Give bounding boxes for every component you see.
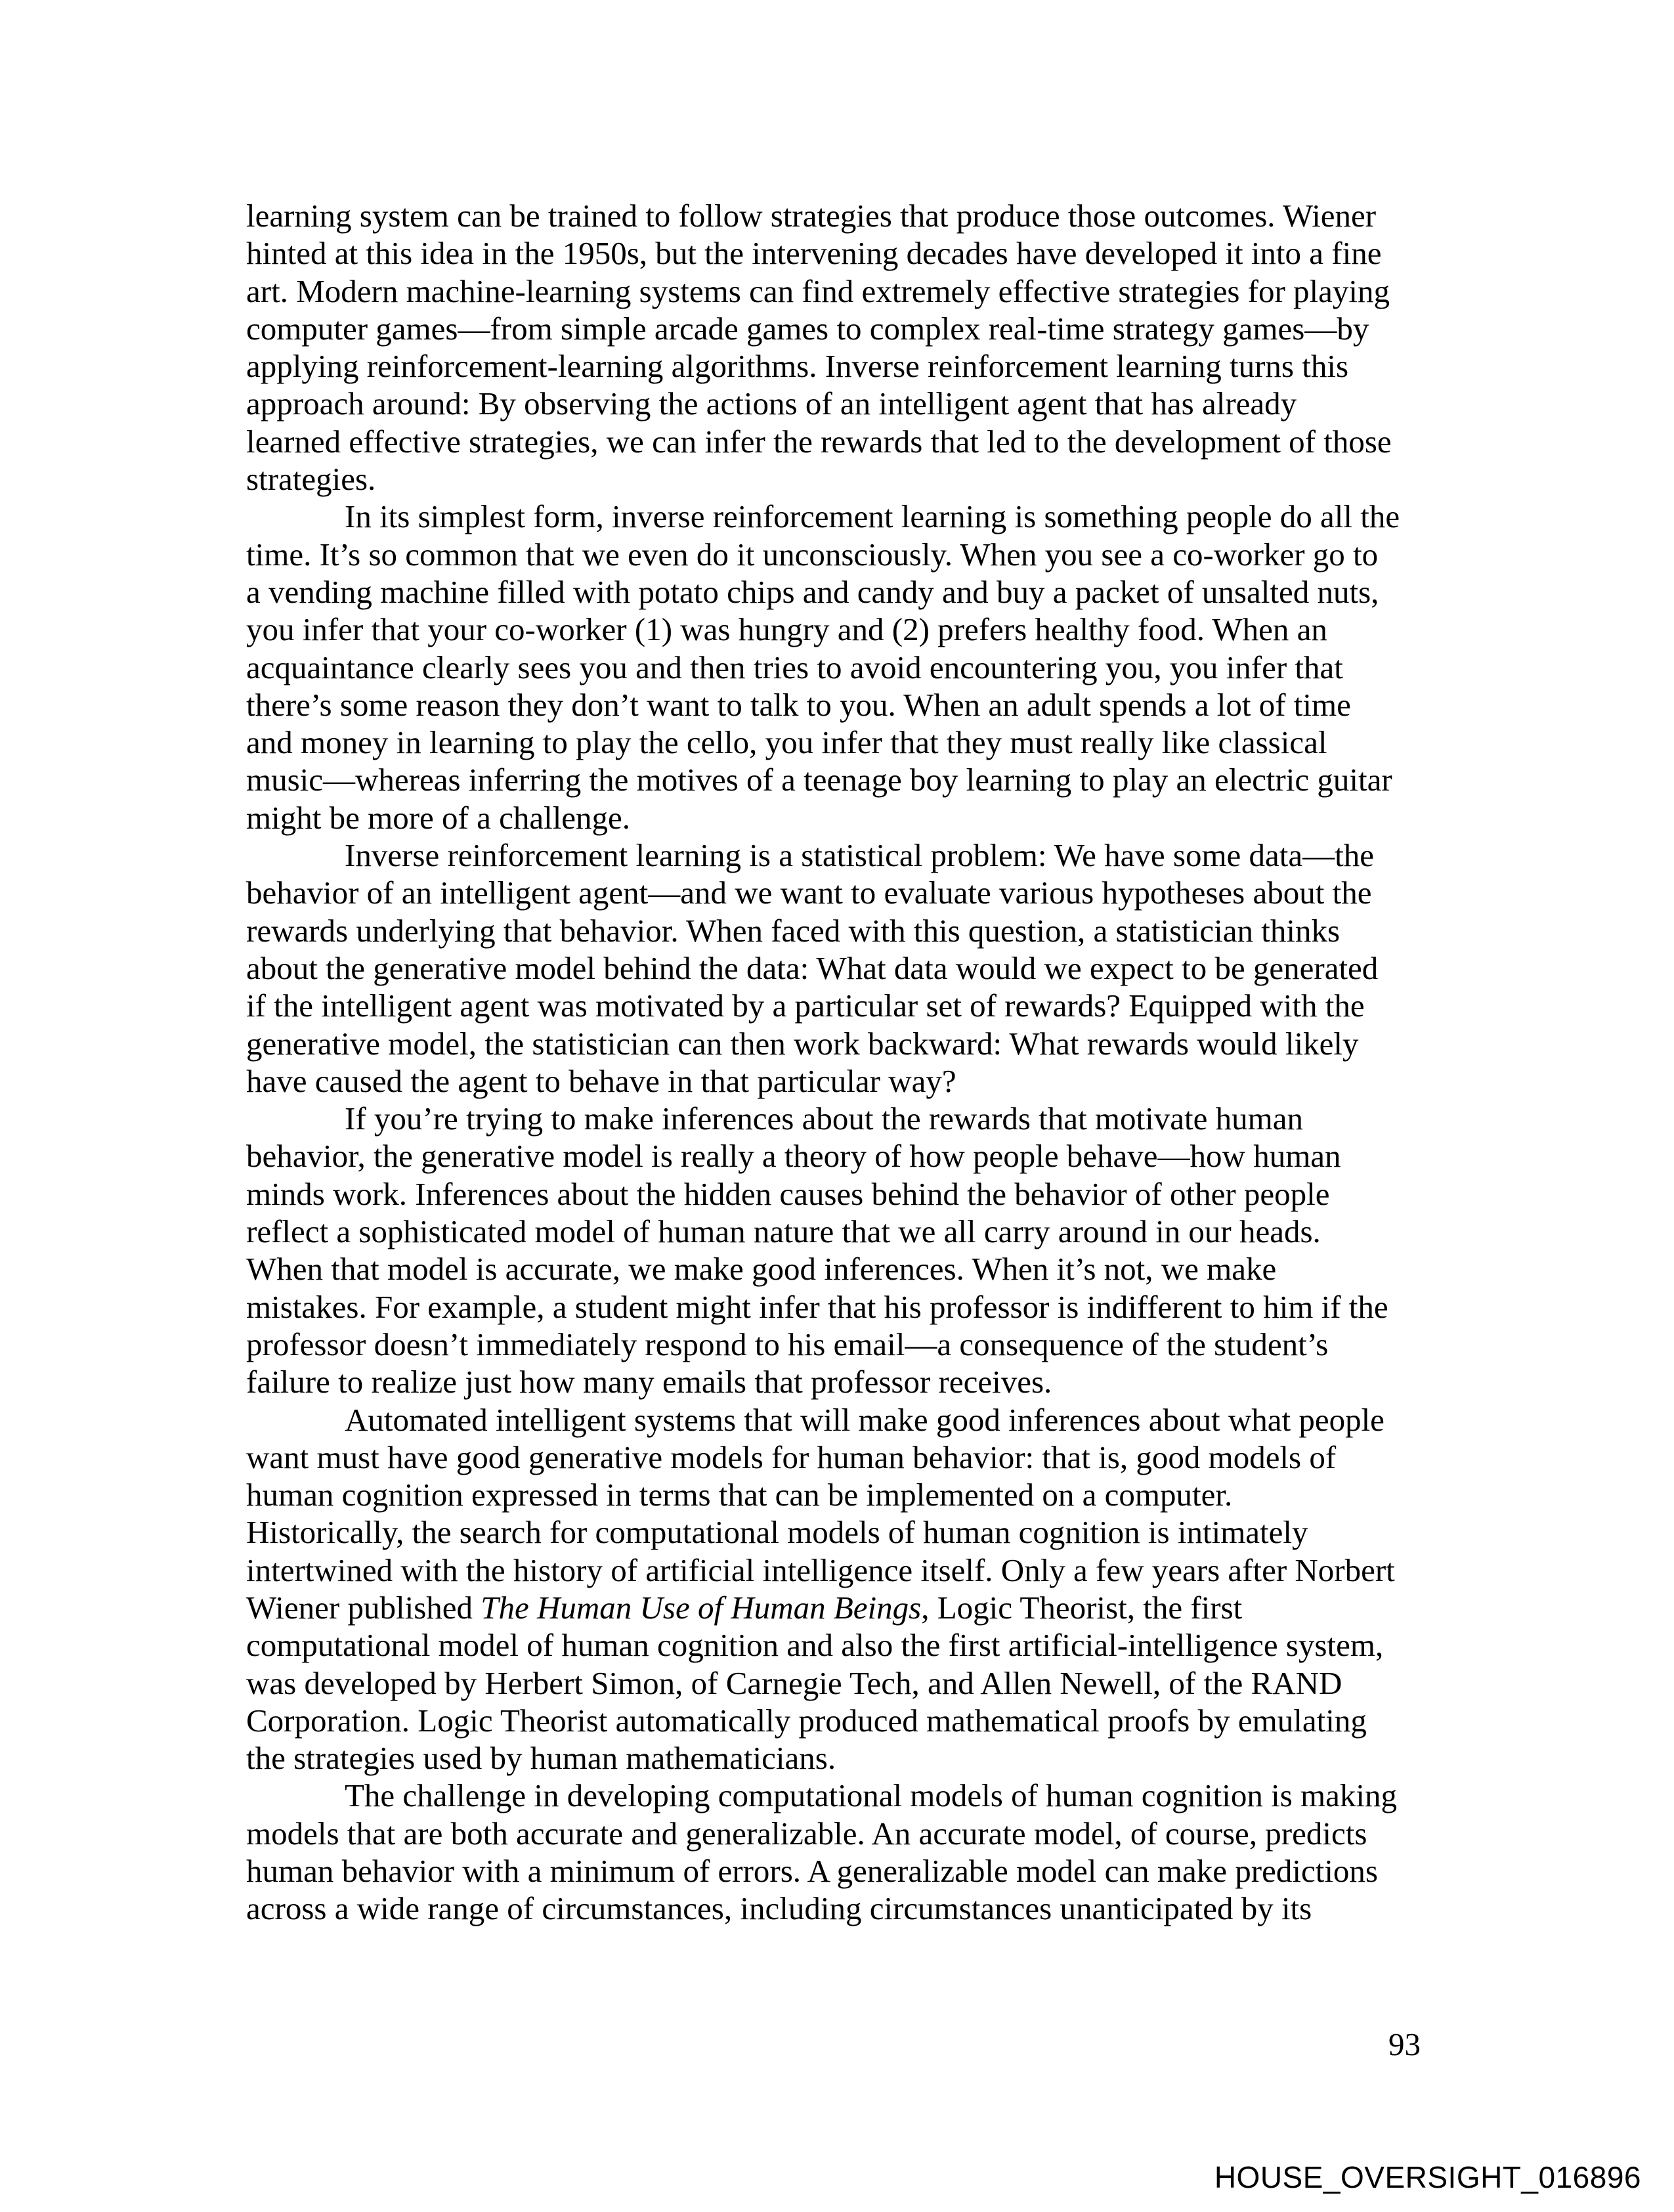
text-line: behavior of an intelligent agent—and we want to evaluate various hypotheses about the xyxy=(246,875,1372,911)
paragraph xyxy=(246,498,1428,836)
text-line: minds work. Inferences about the hidden causes behind the behavior of other people xyxy=(246,1175,1330,1212)
bates-stamp: HOUSE_OVERSIGHT_016896 xyxy=(1214,2160,1641,2194)
text-line: computational model of human cognition and also the first artificial-intelligence system, xyxy=(246,1627,1384,1664)
text-line: intertwined with the history of artificial intelligence itself. Only a few years after Norbert xyxy=(246,1551,1395,1588)
text-line: mistakes. For example, a student might infer that his professor is indifferent to him if the xyxy=(246,1288,1388,1325)
text-line: approach around: By observing the actions of an intelligent agent that has already xyxy=(246,385,1297,422)
text-line: learning system can be trained to follow strategies that produce those outcomes. Wiener xyxy=(246,198,1377,234)
text-line: music—whereas inferring the motives of a teenage boy learning to play an electric guitar xyxy=(246,762,1392,798)
text-line: reflect a sophisticated model of human nature that we all carry around in our heads. xyxy=(246,1213,1321,1250)
text-line: applying reinforcement-learning algorithms. Inverse reinforcement learning turns this xyxy=(246,348,1349,385)
text-line: about the generative model behind the data: What data would we expect to be generated xyxy=(246,949,1379,986)
text-line: models that are both accurate and generalizable. An accurate model, of course, predicts xyxy=(246,1815,1367,1852)
page-number: 93 xyxy=(1388,2026,1421,2062)
text-line: strategies. xyxy=(246,461,376,498)
text-fragment: , Logic Theorist, the first xyxy=(921,1589,1243,1626)
paragraph xyxy=(246,1100,1428,1400)
text-line: learned effective strategies, we can infer the rewards that led to the development of those xyxy=(246,423,1392,460)
text-line: Historically, the search for computational models of human cognition is intimately xyxy=(246,1514,1308,1551)
book-title: The Human Use of Human Beings xyxy=(481,1589,922,1626)
text-line: If you’re trying to make inferences about the rewards that motivate human xyxy=(345,1100,1303,1137)
paragraph xyxy=(246,197,1428,498)
text-line: computer games—from simple arcade games to complex real-time strategy games—by xyxy=(246,310,1369,347)
text-line: across a wide range of circumstances, including circumstances unanticipated by its xyxy=(246,1890,1312,1927)
text-line: failure to realize just how many emails that professor receives. xyxy=(246,1364,1052,1400)
text-line: human behavior with a minimum of errors. A generalizable model can make predictions xyxy=(246,1853,1378,1890)
text-line: behavior, the generative model is really a theory of how people behave—how human xyxy=(246,1138,1341,1175)
text-line: acquaintance clearly sees you and then tries to avoid encountering you, you infer that xyxy=(246,649,1343,685)
text-line: Automated intelligent systems that will make good inferences about what people xyxy=(345,1401,1384,1438)
text-line: and money in learning to play the cello, you infer that they must really like classical xyxy=(246,724,1327,761)
page-body-text xyxy=(246,197,1428,1928)
text-line-with-book-title xyxy=(246,1589,1428,1626)
text-line: Corporation. Logic Theorist automatically produced mathematical proofs by emulating xyxy=(246,1702,1367,1739)
text-line: might be more of a challenge. xyxy=(246,799,631,836)
text-line: When that model is accurate, we make good inferences. When it’s not, we make xyxy=(246,1251,1277,1288)
text-line: The challenge in developing computational models of human cognition is making xyxy=(345,1777,1398,1814)
text-line: human cognition expressed in terms that can be implemented on a computer. xyxy=(246,1477,1233,1513)
text-fragment: Wiener published xyxy=(246,1589,481,1626)
text-line: rewards underlying that behavior. When faced with this question, a statistician thinks xyxy=(246,912,1341,949)
text-line: art. Modern machine-learning systems can find extremely effective strategies for playing xyxy=(246,272,1390,309)
text-line: if the intelligent agent was motivated by a particular set of rewards? Equipped with the xyxy=(246,987,1365,1024)
text-line: hinted at this idea in the 1950s, but the intervening decades have developed it into a fine xyxy=(246,235,1382,272)
text-line: Inverse reinforcement learning is a statistical problem: We have some data—the xyxy=(345,837,1375,874)
text-line: In its simplest form, inverse reinforcement learning is something people do all the xyxy=(345,498,1400,535)
text-line: have caused the agent to behave in that particular way? xyxy=(246,1062,956,1099)
text-line: generative model, the statistician can then work backward: What rewards would likely xyxy=(246,1025,1359,1062)
paragraph xyxy=(246,1401,1428,1777)
text-line: was developed by Herbert Simon, of Carnegie Tech, and Allen Newell, of the RAND xyxy=(246,1664,1342,1701)
text-line: the strategies used by human mathematicians. xyxy=(246,1740,836,1777)
text-line: professor doesn’t immediately respond to his email—a consequence of the student’s xyxy=(246,1326,1329,1362)
text-line: want must have good generative models for human behavior: that is, good models of xyxy=(246,1439,1337,1475)
text-line: a vending machine filled with potato chips and candy and buy a packet of unsalted nuts, xyxy=(246,573,1379,610)
paragraph xyxy=(246,836,1428,1100)
text-line: there’s some reason they don’t want to talk to you. When an adult spends a lot of time xyxy=(246,686,1351,723)
paragraph xyxy=(246,1777,1428,1927)
text-line: you infer that your co-worker (1) was hungry and (2) prefers healthy food. When an xyxy=(246,611,1327,648)
text-line: time. It’s so common that we even do it unconsciously. When you see a co-worker go to xyxy=(246,536,1379,573)
